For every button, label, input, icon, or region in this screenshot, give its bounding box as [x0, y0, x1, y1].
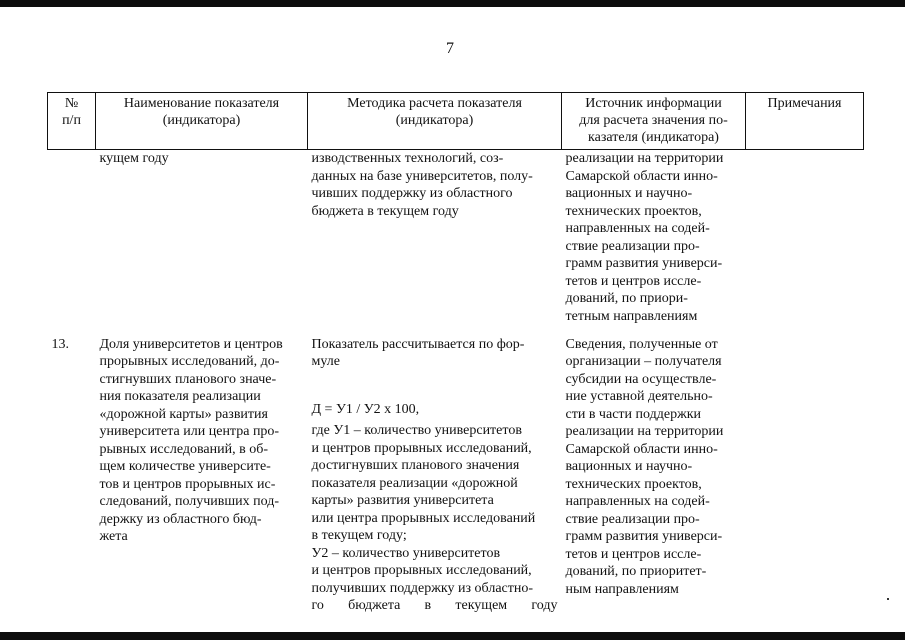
cell-indicator-name: Доля университетов и центров прорывных исследований, до- стигнувших планового значе- ния показателя реализации «дорожной карты» развития университета или центра про- рывных исследований, в об- щем количестве университе- тов и центров прорывных ис- следований, получивших под- держку из областного бюд- жета — [99, 336, 283, 544]
header-calculation-method: Методика расчета показателя (индикатора) — [308, 93, 562, 150]
header-indicator-name: Наименование показателя (индикатора) — [96, 93, 308, 150]
bottom-border — [0, 632, 905, 640]
cell-information-source: Сведения, полученные от организации – получателя субсидии на осуществле- ние уставной деятельно- сти в части поддержки реализации на территории Самарской области инно- вационных и научно- технических проектов, направленных на содей- ствие реализации про- грамм развития универси- тетов и центров иссле- дований, по приоритет- ным направлениям — [565, 336, 724, 597]
cell-information-source: реализации на территории Самарской области инно- вационных и научно- технических проектов, направленных на содей- ствие реализации про- грамм развития универси- тетов и центров иссле- дований, по приори- тетным направлениям — [565, 151, 724, 324]
cell-calculation-method: изводственных технологий, соз- данных на базе университетов, полу- чивших поддержку из областного бюджета в текущем году — [311, 151, 533, 219]
header-information-source: Источник информации для расчета значения по- казателя (индикатора) — [562, 93, 746, 150]
cell-notes — [746, 336, 864, 615]
cell-notes — [746, 150, 864, 336]
table-row-continued — [48, 150, 864, 336]
table-row-13 — [48, 336, 864, 615]
scan-speck — [887, 598, 889, 600]
cell-indicator-name: кущем году — [99, 151, 169, 166]
formula: Д = У1 / У2 х 100, — [311, 401, 420, 417]
indicator-table — [47, 92, 864, 615]
cell-number — [48, 150, 96, 336]
cell-calculation-method: Показатель рассчитывается по фор- муле Д = У1 / У2 х 100, где У1 – количество университетов и центров прорывных исследований, достигнувших планового значения показателя реализации «дорожной карты» развития университета или центра прорывных исследований в текущем году; У2 – количество университетов и центров прорывных исследований, получивших поддержку из областно- го бюджета в текущем году — [311, 336, 558, 613]
top-border — [0, 0, 905, 7]
cell-number: 13. — [51, 336, 69, 352]
header-notes: Примечания — [746, 93, 864, 150]
header-number: № п/п — [48, 93, 96, 150]
page-number: 7 — [446, 40, 454, 57]
table-header-row — [48, 93, 864, 150]
